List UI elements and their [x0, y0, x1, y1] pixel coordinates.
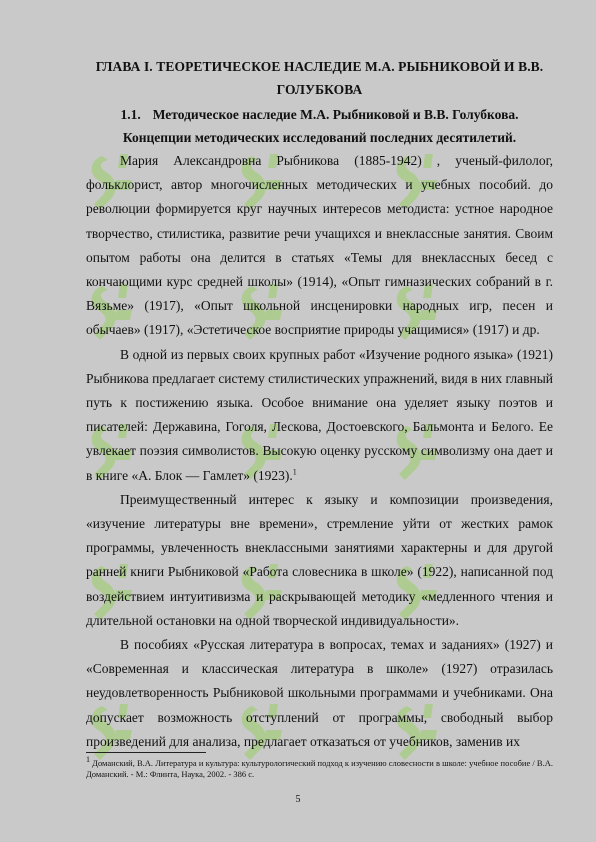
footnote-text: Доманский, В.А. Литература и культура: культурологический подход к изучению словесности в школе: учебное пособие / В.А. Доманский. - М.: Флинта, Наука, 2002. - 386 с.	[86, 758, 553, 779]
paragraph-text: Преимущественный интерес к языку и композиции произведения, «изучение литературы вне времени», стремление уйти от жестких рамок программы, увлеченность внеклассными занятиями характерны и для другой ранней книги Рыбниковой «Работа словесника в школе» (1922), написанной под воздействием интуитивизма и раскрывающей методику «медленного чтения и длительной остановки на одной творческой индивидуальности».	[86, 491, 553, 628]
footnote-number: 1	[86, 755, 90, 765]
paragraph-text: В пособиях «Русская литература в вопросах, темах и заданиях» (1927) и «Современная и классическая литература в школе» (1927) отразилась неудовлетворенность Рыбниковой школьными программами и учебниками. Она допускает возможность отступлений от программы, свободный выбор произведений для анализа, предлагает отказаться от учебников, заменив их	[86, 637, 553, 749]
section-number: 1.1.	[120, 107, 141, 122]
paragraph	[86, 343, 553, 488]
paragraph	[86, 488, 553, 633]
footnote	[86, 755, 553, 780]
section-title: Методическое наследие М.А. Рыбниковой и В.В. Голубкова.	[152, 107, 519, 122]
paragraph	[86, 633, 553, 754]
paragraph-text: В одной из первых своих крупных работ «Изучение родного языка» (1921) Рыбникова предлагает систему стилистических упражнений, видя в них главный путь к постижению языка. Особое внимание она уделяет языку поэтов и писателей: Державина, Гоголя, Лескова, Достоевского, Бальмонта и Белого. Ее увлекает поэзия символистов. Высокую оценку русскому символизму она дает и в книге «А. Блок — Гамлет» (1923).	[86, 346, 553, 483]
footnote-ref[interactable]: 1	[292, 467, 297, 477]
footnote-divider	[86, 752, 206, 753]
page-number: 5	[295, 794, 301, 805]
main-content	[86, 55, 553, 754]
section-heading	[86, 103, 553, 126]
section-subtitle: Концепции методических исследований последних десятилетий.	[122, 130, 517, 145]
paragraph-text: Мария Александровна Рыбникова (1885-1942) , ученый-филолог, фольклорист, автор многочисленных методических и учебных пособий. до революции формируется круг научных интересов методиста: устное народное творчество, стилистика, развитие речи учащихся и внекласcные занятия. Своим опытом работы она делится в статьях «Темы для внеклассных бесед с кончающими курс средней школы» (1914), «Опыт гимназических собраний в г. Вязьме» (1917), «Опыт школьной инсценировки народных игр, песен и обычаев» (1917), «Эстетическое восприятие природы учащимися» (1917) и др.	[86, 153, 553, 338]
chapter-title: ГЛАВА I. ТЕОРЕТИЧЕСКОЕ НАСЛЕДИЕ М.А. РЫБНИКОВОЙ И В.В. ГОЛУБКОВА	[95, 59, 544, 97]
paragraph	[86, 149, 553, 343]
